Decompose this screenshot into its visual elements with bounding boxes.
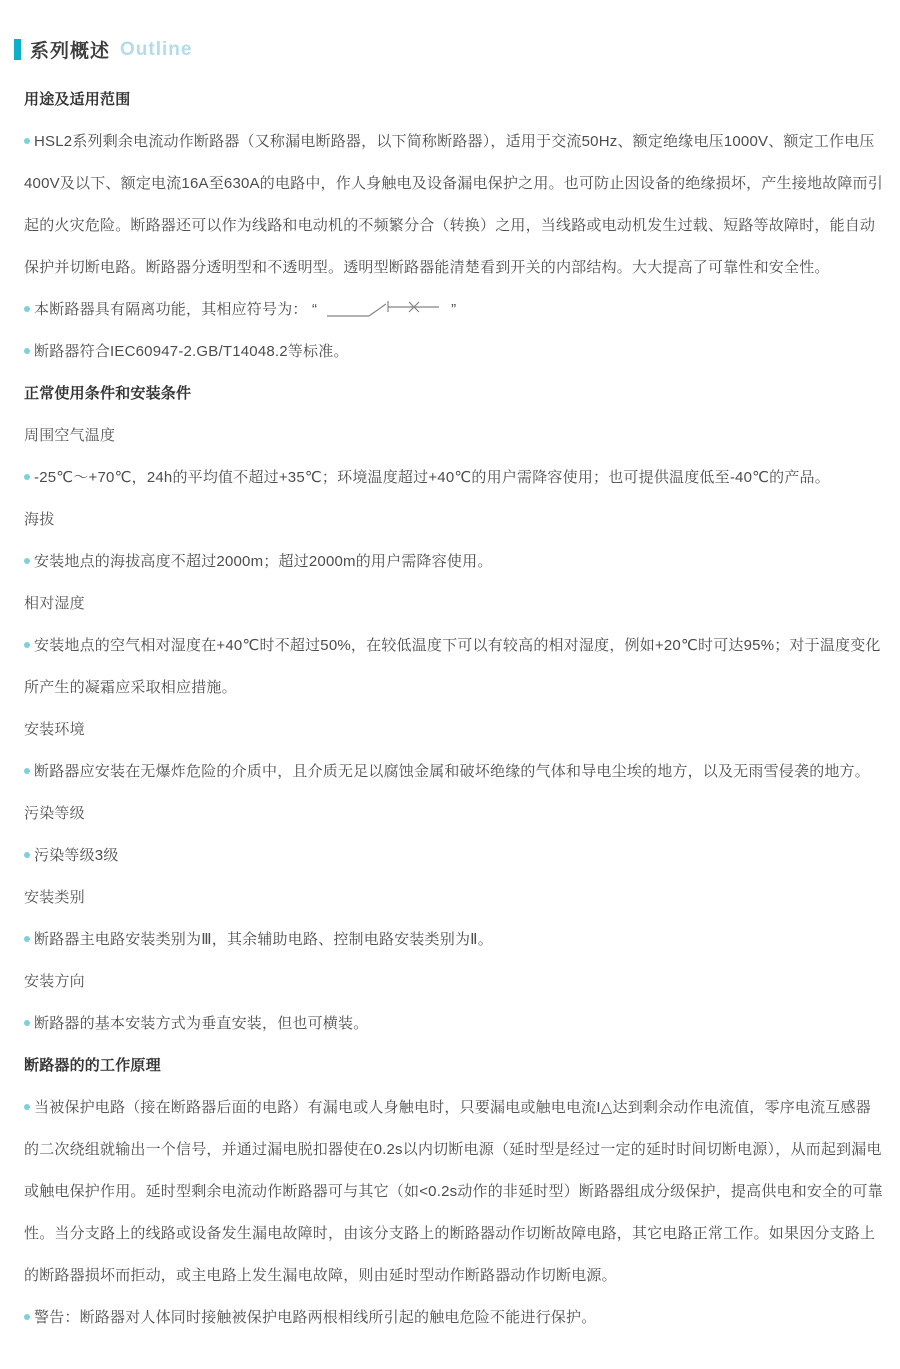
bullet-paragraph-text: 污染等级3级 — [34, 847, 119, 864]
bullet-dot-icon — [24, 306, 30, 312]
bullet-dot-icon — [24, 474, 30, 480]
bullet-dot-icon — [24, 1314, 30, 1320]
section-heading — [24, 79, 886, 121]
bullet-paragraph-text: 断路器符合IEC60947-2.GB/T14048.2等标准。 — [34, 343, 349, 360]
bullet-dot-icon — [24, 768, 30, 774]
bullet-paragraph-text: HSL2系列剩余电流动作断路器（又称漏电断路器，以下简称断路器），适用于交流50Hz、额定绝缘电压1000V、额定工作电压400V及以下、额定电流16A至630A的电路中，作人身触电及设备漏电保护之用。也可防止因设备的绝缘损坏，产生接地故障而引起的火灾危险。断路器还可以作为线路和电动机的不频繁分合（转换）之用，当线路或电动机发生过载、短路等故障时，能自动保护并切断电路。断路器分透明型和不透明型。透明型断路器能清楚看到开关的内部结构。大大提高了可靠性和安全性。 — [24, 133, 883, 276]
bullet-dot-icon — [24, 138, 30, 144]
bullet-paragraph-text: 安装地点的空气相对湿度在+40℃时不超过50%，在较低温度下可以有较高的相对湿度，例如+20℃时可达95%；对于温度变化所产生的凝霜应采取相应措施。 — [24, 637, 881, 696]
sub-label — [24, 499, 886, 541]
bullet-dot-icon — [24, 348, 30, 354]
sub-label-text: 海拔 — [24, 511, 55, 528]
bullet-dot-icon — [24, 936, 30, 942]
sub-label — [24, 877, 886, 919]
bullet-paragraph-text: 断路器的基本安装方式为垂直安装，但也可横装。 — [34, 1015, 369, 1032]
section-heading — [24, 373, 886, 415]
bullet-paragraph — [24, 835, 886, 877]
sub-label-text: 污染等级 — [24, 805, 85, 822]
content-area — [0, 63, 900, 1369]
bullet-paragraph — [24, 919, 886, 961]
sub-label — [24, 415, 886, 457]
bullet-paragraph — [24, 457, 886, 499]
bullet-paragraph-text: 断路器应安装在无爆炸危险的介质中，且介质无足以腐蚀金属和破坏绝缘的气体和导电尘埃的地方，以及无雨雪侵袭的地方。 — [34, 763, 871, 780]
bullet-paragraph-text: 警告：断路器对人体同时接触被保护电路两根相线所引起的触电危险不能进行保护。 — [34, 1309, 597, 1326]
bullet-paragraph — [24, 121, 886, 289]
sub-label-text: 周围空气温度 — [24, 427, 116, 444]
section-title-row — [0, 0, 900, 63]
bullet-paragraph — [24, 1087, 886, 1297]
bullet-paragraph-with-symbol — [24, 289, 886, 331]
page-title-en: Outline — [120, 38, 193, 60]
bullet-dot-icon — [24, 852, 30, 858]
section-heading-label: 断路器的的工作原理 — [24, 1057, 161, 1074]
bullet-paragraph — [24, 1297, 886, 1339]
page-title: 系列概述 — [30, 41, 111, 62]
bullet-paragraph-text: 安装地点的海拔高度不超过2000m；超过2000m的用户需降容使用。 — [34, 553, 493, 570]
sub-label-text: 安装方向 — [24, 973, 85, 990]
title-accent-bar — [14, 39, 21, 60]
bullet-paragraph — [24, 1003, 886, 1045]
bullet-paragraph-text: 断路器主电路安装类别为Ⅲ，其余辅助电路、控制电路安装类别为Ⅱ。 — [34, 931, 493, 948]
bullet-dot-icon — [24, 1104, 30, 1110]
bullet-paragraph — [24, 751, 886, 793]
sub-label — [24, 709, 886, 751]
bullet-dot-icon — [24, 558, 30, 564]
sub-label-text: 相对湿度 — [24, 595, 85, 612]
sub-label-text: 安装类别 — [24, 889, 85, 906]
bullet-paragraph — [24, 625, 886, 709]
bullet-paragraph-text: -25℃～+70℃，24h的平均值不超过+35℃；环境温度超过+40℃的用户需降容使用；也可提供温度低至-40℃的产品。 — [34, 469, 830, 486]
sub-label — [24, 583, 886, 625]
sub-label-text: 安装环境 — [24, 721, 85, 738]
bullet-paragraph — [24, 541, 886, 583]
bullet-dot-icon — [24, 642, 30, 648]
isolator-symbol-icon — [325, 299, 443, 321]
bullet-paragraph-text: 当被保护电路（接在断路器后面的电路）有漏电或人身触电时，只要漏电或触电电流I△达到剩余动作电流值，零序电流互感器的二次绕组就输出一个信号，并通过漏电脱扣器使在0.2s以内切断电源（延时型是经过一定的延时时间切断电源），从而起到漏电或触电保护作用。延时型剩余电流动作断路器可与其它（如<0.2s动作的非延时型）断路器组成分级保护，提高供电和安全的可靠性。当分支路上的线路或设备发生漏电故障时，由该分支路上的断路器动作切断故障电路，其它电路正常工作。如果因分支路上的断路器损坏而拒动，或主电路上发生漏电故障，则由延时型动作断路器动作切断电源。 — [24, 1099, 883, 1284]
bullet-dot-icon — [24, 1020, 30, 1026]
section-heading — [24, 1045, 886, 1087]
symbol-text-after: ” — [451, 301, 457, 318]
bullet-paragraph — [24, 331, 886, 373]
section-heading-label: 用途及适用范围 — [24, 91, 131, 108]
symbol-text-before: 本断路器具有隔离功能，其相应符号为： “ — [34, 301, 318, 318]
sub-label — [24, 961, 886, 1003]
section-heading-label: 正常使用条件和安装条件 — [24, 385, 192, 402]
sub-label — [24, 793, 886, 835]
